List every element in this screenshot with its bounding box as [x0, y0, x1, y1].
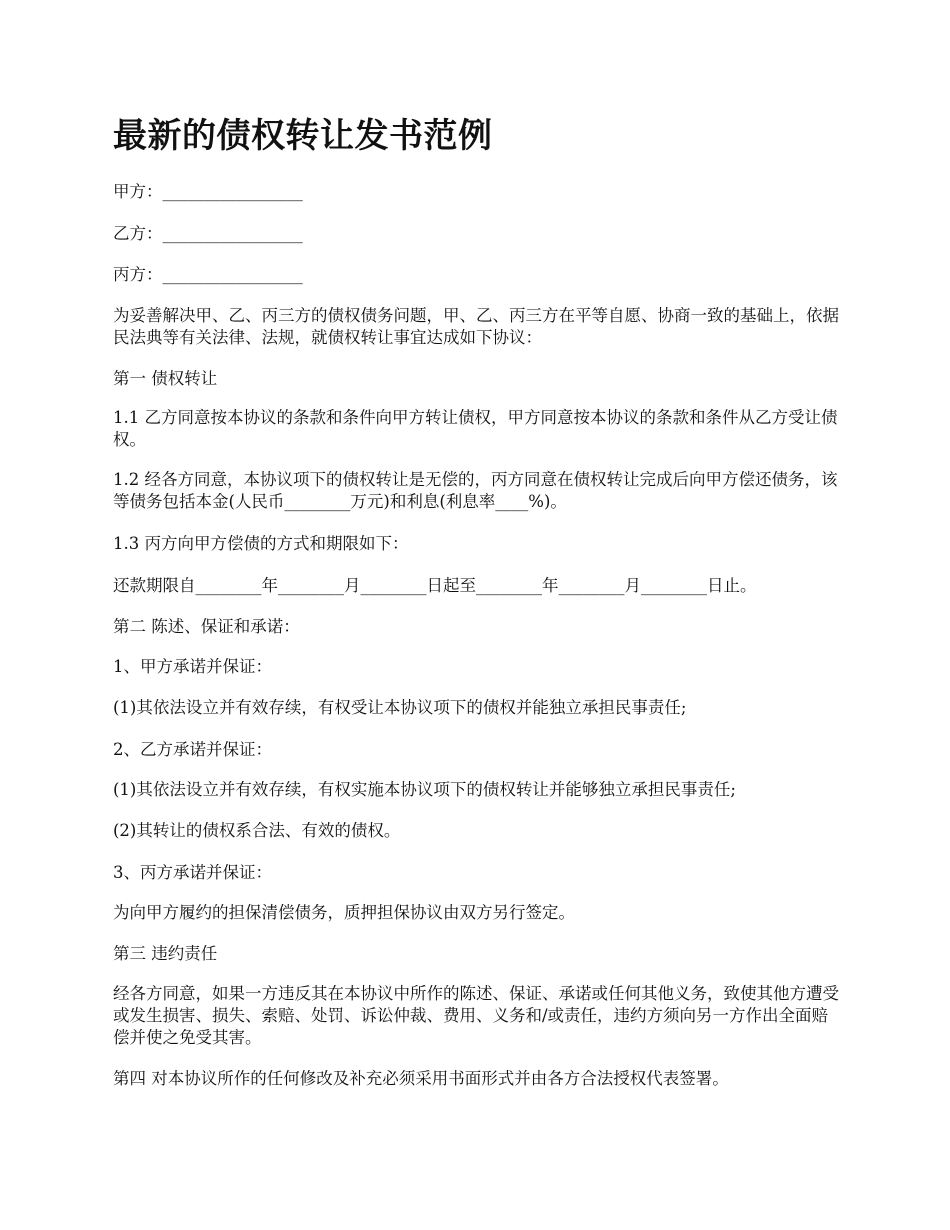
repayment-period-line: 还款期限自________年________月________日起至________年________月________日止。 — [113, 576, 757, 595]
clause-1-2: 1.2 经各方同意，本协议项下的债权转让是无偿的，丙方同意在债权转让完成后向甲方偿还债务，该等债务包括本金(人民币________万元)和利息(利息率____%)。 — [113, 470, 838, 511]
party-c-warranty-heading: 3、丙方承诺并保证： — [113, 863, 272, 882]
party-b-line: 乙方：_________________ — [113, 224, 303, 243]
party-c-line: 丙方：_________________ — [113, 265, 303, 284]
party-c-warranty-text: 为向甲方履约的担保清偿债务，质押担保协议由双方另行签定。 — [113, 903, 575, 922]
party-b-warranty-2: (2)其转让的债权系合法、有效的债权。 — [113, 821, 401, 840]
document-title: 最新的债权转让发书范例 — [113, 116, 493, 156]
party-a-line: 甲方：_________________ — [113, 182, 303, 201]
party-a-warranty-1: (1)其依法设立并有效存续，有权受让本协议项下的债权并能独立承担民事责任; — [113, 698, 687, 717]
party-b-warranty-1: (1)其依法设立并有效存续，有权实施本协议项下的债权转让并能够独立承担民事责任; — [113, 780, 736, 799]
party-a-warranty-heading: 1、甲方承诺并保证： — [113, 657, 272, 676]
section-4-paragraph: 第四 对本协议所作的任何修改及补充必须采用书面形式并由各方合法授权代表签署。 — [113, 1069, 729, 1088]
party-b-warranty-heading: 2、乙方承诺并保证： — [113, 740, 272, 759]
clause-1-1: 1.1 乙方同意按本协议的条款和条件向甲方转让债权，甲方同意按本协议的条款和条件从乙方受让债权。 — [113, 408, 838, 449]
section-2-heading: 第二 陈述、保证和承诺： — [113, 617, 300, 636]
preamble-paragraph: 为妥善解决甲、乙、丙三方的债权债务问题，甲、乙、丙三方在平等自愿、协商一致的基础上，依据民法典等有关法律、法规，就债权转让事宜达成如下协议： — [113, 306, 839, 347]
section-1-heading: 第一 债权转让 — [113, 369, 218, 388]
clause-1-3: 1.3 丙方向甲方偿债的方式和期限如下： — [113, 534, 409, 553]
breach-liability-paragraph: 经各方同意，如果一方违反其在本协议中所作的陈述、保证、承诺或任何其他义务，致使其他方遭受或发生损害、损失、索赔、处罚、诉讼仲裁、费用、义务和/或责任，违约方须向另一方作出全面赔偿并使之免受其害。 — [113, 984, 839, 1047]
section-3-heading: 第三 违约责任 — [113, 944, 218, 963]
